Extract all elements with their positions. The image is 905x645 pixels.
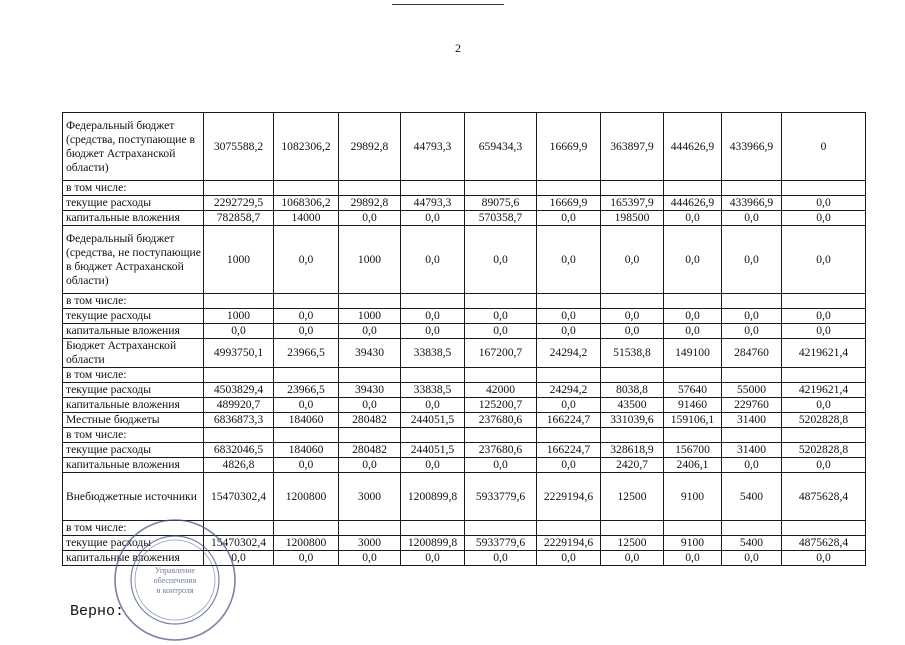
value-cell: 0,0 (537, 551, 601, 566)
value-cell (782, 521, 866, 536)
value-cell: 29892,8 (339, 113, 401, 181)
row-label: Внебюджетные источники (63, 473, 204, 521)
value-cell: 9100 (664, 536, 722, 551)
value-cell: 0,0 (664, 226, 722, 294)
row-label: текущие расходы (63, 196, 204, 211)
value-cell: 57640 (664, 383, 722, 398)
value-cell: 0,0 (537, 226, 601, 294)
value-cell: 39430 (339, 339, 401, 368)
value-cell: 4219621,4 (782, 339, 866, 368)
row-label: капитальные вложения (63, 324, 204, 339)
value-cell: 0,0 (782, 398, 866, 413)
value-cell: 6832046,5 (204, 443, 274, 458)
value-cell: 14000 (274, 211, 339, 226)
value-cell: 24294,2 (537, 383, 601, 398)
value-cell: 244051,5 (401, 443, 465, 458)
value-cell: 229760 (722, 398, 782, 413)
table-row (63, 383, 866, 398)
value-cell: 1000 (339, 309, 401, 324)
value-cell (339, 368, 401, 383)
value-cell (664, 294, 722, 309)
value-cell: 444626,9 (664, 196, 722, 211)
value-cell: 0,0 (782, 309, 866, 324)
value-cell: 0,0 (782, 211, 866, 226)
row-label: Федеральный бюджет (средства, поступающие в бюджет Астраханской области) (63, 113, 204, 181)
value-cell: 1000 (339, 226, 401, 294)
row-label: текущие расходы (63, 383, 204, 398)
row-label: Местные бюджеты (63, 413, 204, 428)
value-cell: 23966,5 (274, 339, 339, 368)
value-cell: 1200800 (274, 473, 339, 521)
value-cell (722, 521, 782, 536)
value-cell: 0,0 (664, 324, 722, 339)
value-cell (339, 294, 401, 309)
value-cell (339, 521, 401, 536)
value-cell: 167200,7 (465, 339, 537, 368)
value-cell: 0,0 (664, 551, 722, 566)
value-cell: 0,0 (465, 309, 537, 324)
table-row (63, 211, 866, 226)
value-cell: 5400 (722, 473, 782, 521)
value-cell: 16669,9 (537, 196, 601, 211)
value-cell (601, 181, 664, 196)
value-cell: 16669,9 (537, 113, 601, 181)
value-cell: 0,0 (401, 458, 465, 473)
value-cell: 0,0 (339, 458, 401, 473)
table-row (63, 458, 866, 473)
value-cell (537, 521, 601, 536)
row-label: капитальные вложения (63, 398, 204, 413)
value-cell: 12500 (601, 536, 664, 551)
value-cell: 782858,7 (204, 211, 274, 226)
value-cell: 1200899,8 (401, 536, 465, 551)
value-cell: 15470302,4 (204, 536, 274, 551)
value-cell: 0,0 (664, 309, 722, 324)
svg-text:и контроля: и контроля (156, 586, 194, 595)
value-cell (339, 181, 401, 196)
value-cell (601, 428, 664, 443)
value-cell: 237680,6 (465, 413, 537, 428)
value-cell: 4875628,4 (782, 473, 866, 521)
value-cell: 33838,5 (401, 339, 465, 368)
budget-table (62, 112, 866, 566)
value-cell: 1200899,8 (401, 473, 465, 521)
table-row (63, 294, 866, 309)
value-cell: 0,0 (204, 324, 274, 339)
row-label: капитальные вложения (63, 458, 204, 473)
value-cell: 0,0 (274, 309, 339, 324)
value-cell: 280482 (339, 413, 401, 428)
value-cell: 570358,7 (465, 211, 537, 226)
value-cell (204, 181, 274, 196)
value-cell: 0,0 (401, 226, 465, 294)
value-cell: 0,0 (339, 211, 401, 226)
value-cell: 328618,9 (601, 443, 664, 458)
value-cell (601, 521, 664, 536)
value-cell: 3000 (339, 473, 401, 521)
value-cell: 1000 (204, 226, 274, 294)
value-cell: 42000 (465, 383, 537, 398)
value-cell (782, 368, 866, 383)
value-cell: 0,0 (465, 551, 537, 566)
value-cell (664, 521, 722, 536)
table-row (63, 443, 866, 458)
row-label: капитальные вложения (63, 211, 204, 226)
table-row (63, 413, 866, 428)
value-cell: 0,0 (601, 551, 664, 566)
value-cell: 55000 (722, 383, 782, 398)
value-cell: 0,0 (537, 309, 601, 324)
value-cell: 284760 (722, 339, 782, 368)
value-cell: 0,0 (782, 324, 866, 339)
value-cell: 4993750,1 (204, 339, 274, 368)
value-cell (722, 181, 782, 196)
value-cell: 444626,9 (664, 113, 722, 181)
value-cell: 2229194,6 (537, 473, 601, 521)
value-cell (465, 294, 537, 309)
value-cell: 0,0 (401, 551, 465, 566)
value-cell: 12500 (601, 473, 664, 521)
value-cell (664, 181, 722, 196)
value-cell: 0 (782, 113, 866, 181)
value-cell (601, 294, 664, 309)
value-cell: 6836873,3 (204, 413, 274, 428)
value-cell: 0,0 (465, 458, 537, 473)
table-row (63, 181, 866, 196)
value-cell: 0,0 (465, 226, 537, 294)
value-cell: 5933779,6 (465, 536, 537, 551)
row-label: в том числе: (63, 368, 204, 383)
page-number: 2 (455, 41, 461, 55)
value-cell: 9100 (664, 473, 722, 521)
value-cell (274, 368, 339, 383)
value-cell: 24294,2 (537, 339, 601, 368)
svg-text:Управление: Управление (154, 566, 196, 575)
value-cell: 0,0 (537, 458, 601, 473)
value-cell (204, 428, 274, 443)
value-cell: 1000 (204, 309, 274, 324)
value-cell: 0,0 (537, 324, 601, 339)
value-cell: 0,0 (537, 211, 601, 226)
value-cell (274, 521, 339, 536)
row-label: в том числе: (63, 294, 204, 309)
value-cell: 4219621,4 (782, 383, 866, 398)
value-cell (537, 428, 601, 443)
verified-note: Верно: (70, 603, 125, 620)
value-cell: 4875628,4 (782, 536, 866, 551)
value-cell (782, 428, 866, 443)
value-cell (274, 428, 339, 443)
row-label: Бюджет Астраханской области (63, 339, 204, 368)
value-cell (782, 294, 866, 309)
value-cell: 125200,7 (465, 398, 537, 413)
value-cell: 4826,8 (204, 458, 274, 473)
value-cell: 659434,3 (465, 113, 537, 181)
table-row (63, 324, 866, 339)
value-cell: 44793,3 (401, 113, 465, 181)
table-row (63, 368, 866, 383)
value-cell: 1068306,2 (274, 196, 339, 211)
value-cell (782, 181, 866, 196)
row-label: текущие расходы (63, 536, 204, 551)
value-cell: 0,0 (274, 551, 339, 566)
value-cell: 1082306,2 (274, 113, 339, 181)
top-rule (392, 4, 504, 5)
value-cell: 1200800 (274, 536, 339, 551)
table-row (63, 196, 866, 211)
value-cell: 0,0 (601, 324, 664, 339)
row-label: Федеральный бюджет (средства, не поступающие в бюджет Астраханской области) (63, 226, 204, 294)
value-cell: 2406,1 (664, 458, 722, 473)
value-cell: 0,0 (274, 458, 339, 473)
value-cell: 51538,8 (601, 339, 664, 368)
table-row (63, 226, 866, 294)
value-cell (537, 368, 601, 383)
value-cell: 0,0 (274, 398, 339, 413)
value-cell: 0,0 (722, 458, 782, 473)
value-cell: 433966,9 (722, 113, 782, 181)
value-cell: 0,0 (722, 309, 782, 324)
table-row (63, 473, 866, 521)
value-cell (401, 521, 465, 536)
value-cell: 31400 (722, 413, 782, 428)
value-cell (722, 294, 782, 309)
value-cell (465, 181, 537, 196)
value-cell: 29892,8 (339, 196, 401, 211)
value-cell: 159106,1 (664, 413, 722, 428)
value-cell: 165397,9 (601, 196, 664, 211)
value-cell: 8038,8 (601, 383, 664, 398)
value-cell (722, 428, 782, 443)
value-cell: 0,0 (601, 226, 664, 294)
value-cell: 0,0 (339, 551, 401, 566)
value-cell (664, 368, 722, 383)
value-cell: 280482 (339, 443, 401, 458)
value-cell: 0,0 (782, 458, 866, 473)
value-cell: 0,0 (274, 226, 339, 294)
value-cell: 0,0 (401, 211, 465, 226)
value-cell: 31400 (722, 443, 782, 458)
value-cell: 4503829,4 (204, 383, 274, 398)
value-cell (465, 428, 537, 443)
value-cell: 0,0 (401, 398, 465, 413)
row-label: в том числе: (63, 428, 204, 443)
value-cell (339, 428, 401, 443)
value-cell: 0,0 (664, 211, 722, 226)
value-cell: 184060 (274, 443, 339, 458)
value-cell: 91460 (664, 398, 722, 413)
value-cell: 44793,3 (401, 196, 465, 211)
value-cell: 39430 (339, 383, 401, 398)
value-cell: 0,0 (722, 211, 782, 226)
value-cell: 0,0 (401, 324, 465, 339)
value-cell: 0,0 (722, 324, 782, 339)
value-cell: 0,0 (782, 226, 866, 294)
value-cell: 43500 (601, 398, 664, 413)
row-label: текущие расходы (63, 309, 204, 324)
value-cell: 0,0 (722, 226, 782, 294)
value-cell: 0,0 (274, 324, 339, 339)
value-cell: 0,0 (204, 551, 274, 566)
value-cell: 3075588,2 (204, 113, 274, 181)
value-cell: 23966,5 (274, 383, 339, 398)
value-cell: 0,0 (401, 309, 465, 324)
value-cell: 0,0 (339, 398, 401, 413)
value-cell: 3000 (339, 536, 401, 551)
value-cell (204, 294, 274, 309)
value-cell (465, 368, 537, 383)
value-cell: 0,0 (601, 309, 664, 324)
svg-text:обеспечения: обеспечения (153, 576, 197, 585)
value-cell: 0,0 (722, 551, 782, 566)
value-cell: 149100 (664, 339, 722, 368)
value-cell: 2420,7 (601, 458, 664, 473)
value-cell: 5933779,6 (465, 473, 537, 521)
table-row (63, 309, 866, 324)
row-label: текущие расходы (63, 443, 204, 458)
value-cell: 0,0 (782, 551, 866, 566)
table-row (63, 339, 866, 368)
value-cell (401, 294, 465, 309)
value-cell (601, 368, 664, 383)
value-cell: 0,0 (339, 324, 401, 339)
value-cell: 363897,9 (601, 113, 664, 181)
value-cell (465, 521, 537, 536)
value-cell: 0,0 (782, 196, 866, 211)
value-cell: 15470302,4 (204, 473, 274, 521)
value-cell: 0,0 (537, 398, 601, 413)
value-cell (664, 428, 722, 443)
value-cell: 89075,6 (465, 196, 537, 211)
value-cell: 237680,6 (465, 443, 537, 458)
value-cell (537, 294, 601, 309)
table-row (63, 428, 866, 443)
value-cell (274, 181, 339, 196)
value-cell: 0,0 (465, 324, 537, 339)
value-cell (537, 181, 601, 196)
value-cell: 244051,5 (401, 413, 465, 428)
value-cell (204, 368, 274, 383)
value-cell (401, 428, 465, 443)
official-stamp (110, 515, 240, 645)
value-cell: 2229194,6 (537, 536, 601, 551)
value-cell: 5400 (722, 536, 782, 551)
row-label: капитальные вложения (63, 551, 204, 566)
value-cell: 166224,7 (537, 413, 601, 428)
value-cell: 5202828,8 (782, 443, 866, 458)
value-cell: 156700 (664, 443, 722, 458)
value-cell: 2292729,5 (204, 196, 274, 211)
value-cell: 489920,7 (204, 398, 274, 413)
value-cell: 184060 (274, 413, 339, 428)
row-label: в том числе: (63, 181, 204, 196)
value-cell (722, 368, 782, 383)
value-cell: 433966,9 (722, 196, 782, 211)
table-row (63, 398, 866, 413)
row-label: в том числе: (63, 521, 204, 536)
value-cell (401, 368, 465, 383)
value-cell: 33838,5 (401, 383, 465, 398)
value-cell: 198500 (601, 211, 664, 226)
value-cell: 331039,6 (601, 413, 664, 428)
value-cell: 5202828,8 (782, 413, 866, 428)
value-cell (401, 181, 465, 196)
value-cell: 166224,7 (537, 443, 601, 458)
table-row (63, 113, 866, 181)
value-cell (274, 294, 339, 309)
